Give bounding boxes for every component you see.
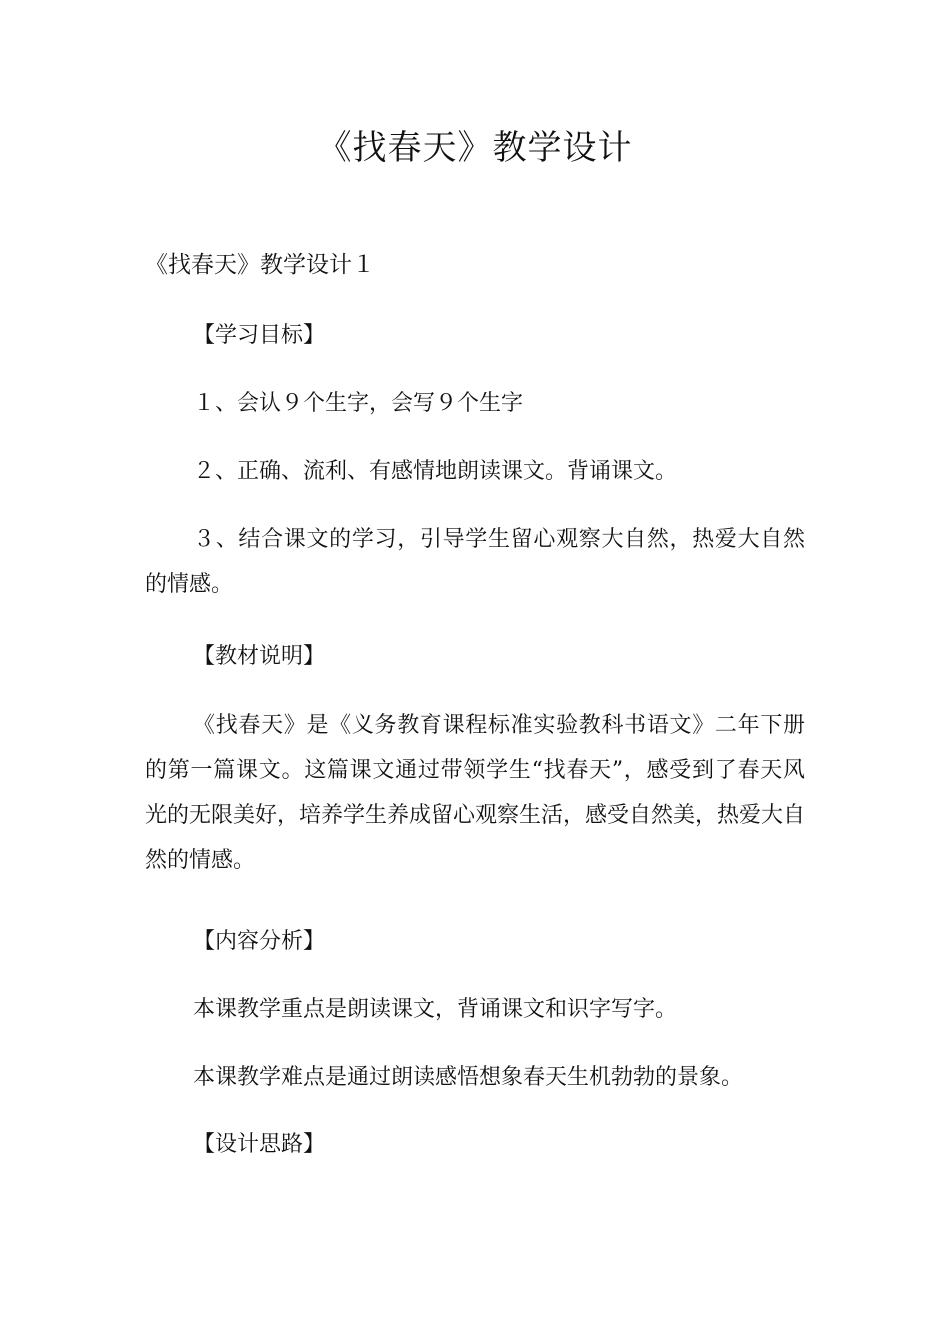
goal-item-1: １、会认９个生字，会写９个生字 (193, 391, 524, 416)
heading-design-idea: 【设计思路】 (193, 1132, 326, 1157)
document-title: 《找春天》教学设计 (317, 128, 633, 168)
heading-material-description: 【教材说明】 (193, 644, 326, 669)
heading-learning-goals: 【学习目标】 (193, 323, 326, 348)
goal-item-3: ３、结合课文的学习，引导学生留心观察大自然，热爱大自然的情感。 (145, 527, 805, 597)
heading-content-analysis: 【内容分析】 (193, 929, 326, 954)
material-description-paragraph: 《找春天》是《义务教育课程标准实验教科书语文》二年下册的第一篇课文。这篇课文通过带领学生“找春天”，感受到了春天风光的无限美好，培养学生养成留心观察生活，感受自然美，热爱大自然的情感。 (145, 713, 806, 873)
content-key-point: 本课教学重点是朗读课文，背诵课文和识字写字。 (193, 997, 678, 1022)
section-title: 《找春天》教学设计１ (145, 252, 375, 278)
content-difficult-point: 本课教学难点是通过朗读感悟想象春天生机勃勃的景象。 (193, 1065, 744, 1090)
goal-item-2: ２、正确、流利、有感情地朗读课文。背诵课文。 (193, 459, 678, 484)
